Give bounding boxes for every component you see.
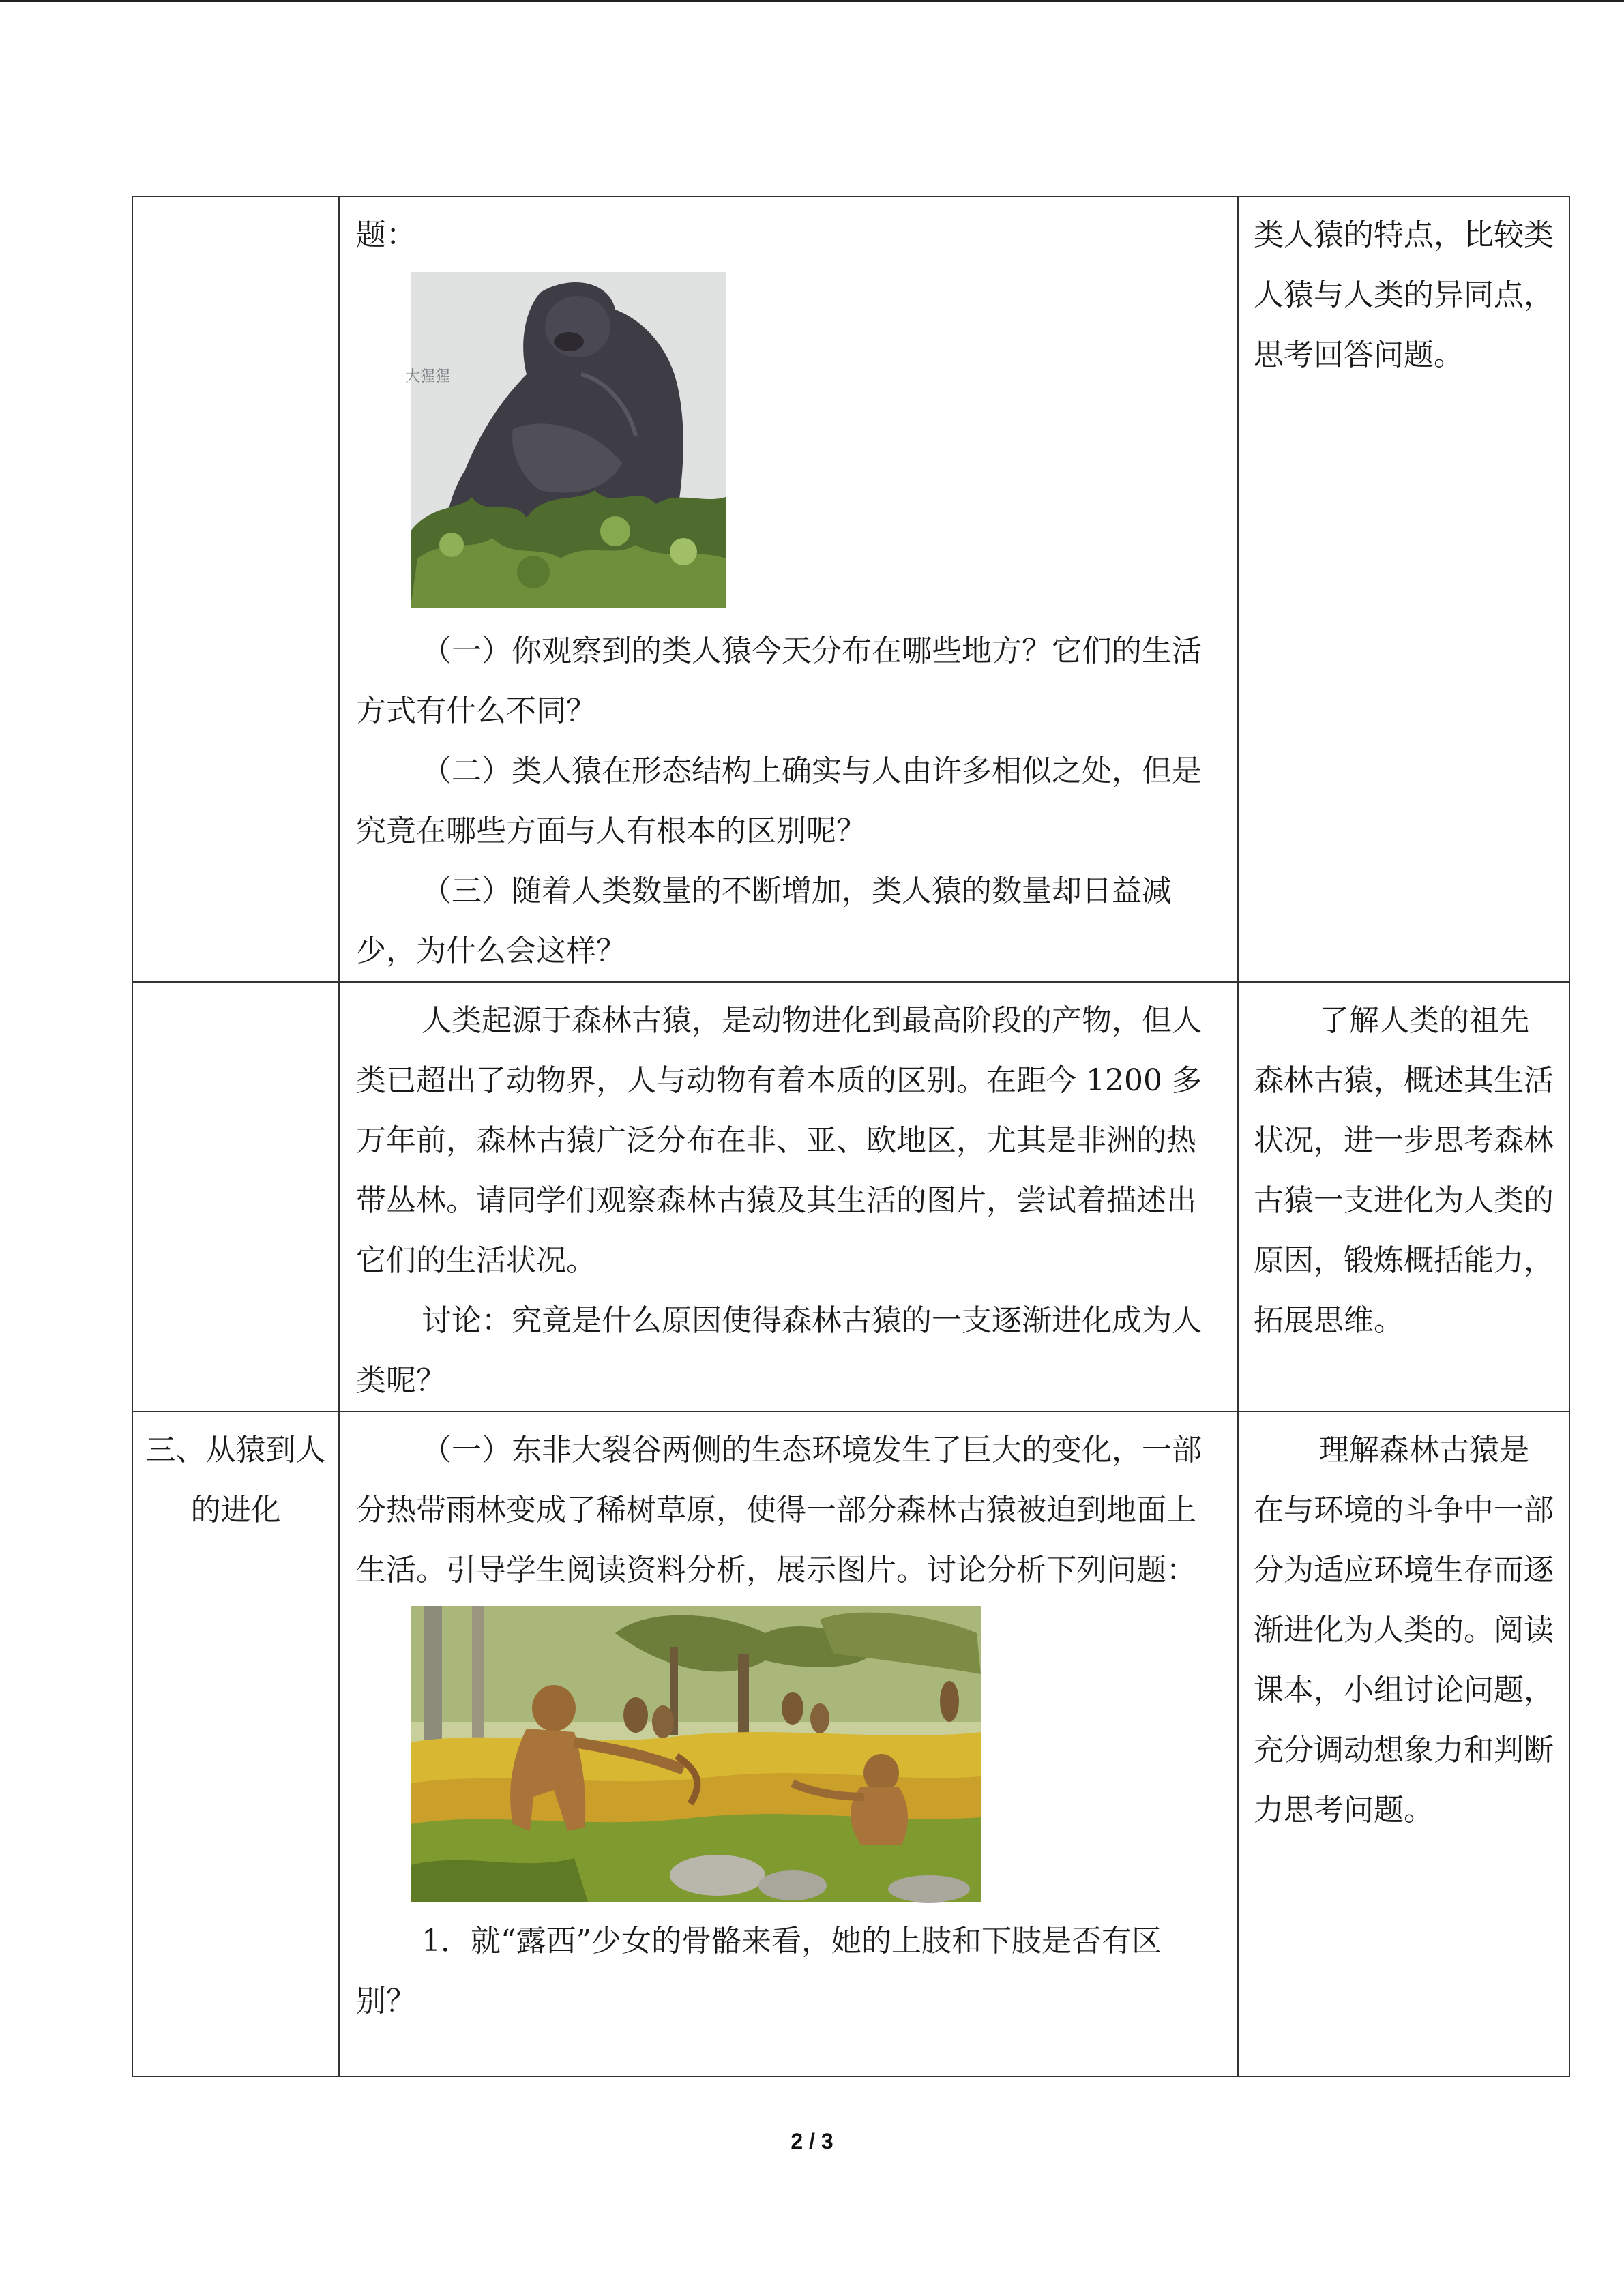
paragraph-discussion: 讨论：究竟是什么原因使得森林古猿的一支逐渐进化成为人类呢？ — [356, 1303, 1202, 1398]
gorilla-photo — [405, 272, 1221, 608]
table-row — [132, 982, 1569, 1412]
table-row — [132, 196, 1569, 982]
question-2: （二）类人猿在形态结构上确实与人由许多相似之处，但是究竟在哪些方面与人有根本的区别呢？ — [356, 754, 1202, 848]
ape-savanna-illustration — [411, 1606, 1221, 1902]
paragraph-rift-valley: （一）东非大裂谷两侧的生态环境发生了巨大的变化，一部分热带雨林变成了稀树草原，使得一部分森林古猿被迫到地面上生活。引导学生阅读资料分析，展示图片。讨论分析下列问题： — [356, 1433, 1202, 1587]
stage-cell — [132, 1412, 339, 2076]
paragraph-forest-ape: 人类起源于森林古猿，是动物进化到最高阶段的产物，但人类已超出了动物界，人与动物有着本质的区别。在距今 1200 多万年前，森林古猿广泛分布在非、亚、欧地区，尤其是非洲的热带丛林。请同学们观察森林古猿及其生活的图片，尝试着描述出它们的生活状况。 — [356, 1003, 1202, 1278]
stage-title: 三、从猿到人的进化 — [145, 1433, 326, 1527]
intent-text: 类人猿的特点，比较类人猿与人类的异同点，思考回答问题。 — [1254, 218, 1554, 372]
top-border-line — [0, 0, 1624, 2]
question-lucy: 1．就“露西”少女的骨骼来看，她的上肢和下肢是否有区别？ — [356, 1924, 1162, 2018]
photo-caption-label: 大猩猩 — [405, 368, 451, 385]
paragraph-lead: 题： — [356, 218, 416, 252]
table-row — [132, 1412, 1569, 2076]
intent-cell — [1238, 1412, 1569, 2076]
intent-cell — [1238, 196, 1569, 982]
page-number: 2 / 3 — [791, 2129, 833, 2153]
intent-cell — [1238, 982, 1569, 1412]
activity-cell — [339, 196, 1238, 982]
activity-cell — [339, 1412, 1238, 2076]
intent-text: 理解森林古猿是在与环境的斗争中一部分为适应环境生存而逐渐进化为人类的。阅读课本，小组讨论问题，充分调动想象力和判断力思考问题。 — [1254, 1433, 1554, 1828]
intent-text: 了解人类的祖先森林古猿，概述其生活状况，进一步思考森林古猿一支进化为人类的原因，锻炼概括能力，拓展思维。 — [1254, 1003, 1554, 1338]
stage-cell-empty — [132, 982, 339, 1412]
question-1: （一）你观察到的类人猿今天分布在哪些地方？它们的生活方式有什么不同？ — [356, 633, 1202, 728]
lesson-plan-table — [132, 196, 1570, 2077]
question-3: （三）随着人类数量的不断增加，类人猿的数量却日益减少，为什么会这样？ — [356, 874, 1172, 968]
stage-cell-empty — [132, 196, 339, 982]
activity-cell — [339, 982, 1238, 1412]
